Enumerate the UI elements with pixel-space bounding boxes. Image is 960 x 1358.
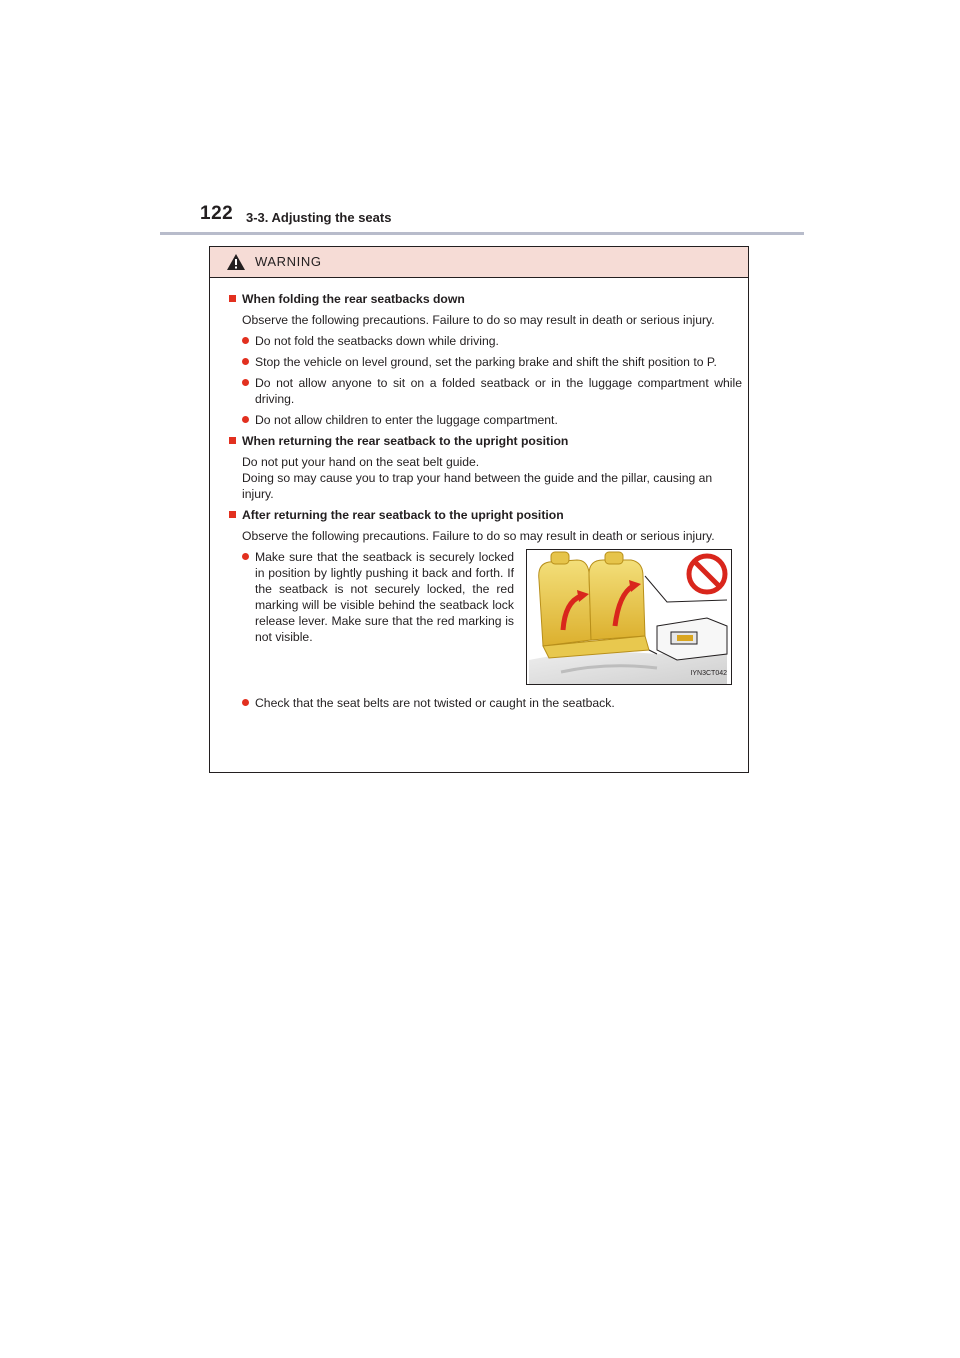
section-heading <box>229 291 742 307</box>
section-line: Doing so may cause you to trap your hand between the guide and the pillar, causing an injury. <box>242 471 713 501</box>
figure-bullet <box>242 549 514 645</box>
section-body <box>229 312 742 428</box>
section-heading-text: When folding the rear seatbacks down <box>242 292 465 306</box>
page-number: 122 <box>200 203 234 224</box>
section-heading <box>229 433 742 449</box>
bullet-item <box>242 333 742 349</box>
round-bullet-icon <box>242 553 249 560</box>
section-intro: Observe the following precautions. Failure to do so may result in death or serious injury. <box>242 313 715 327</box>
figure-row <box>242 549 742 685</box>
section-after-returning <box>229 507 742 711</box>
section-line: Do not put your hand on the seat belt guide. <box>242 455 480 469</box>
round-bullet-icon <box>242 416 249 423</box>
section-body <box>229 454 742 502</box>
bullet-item <box>242 375 742 407</box>
warning-triangle-icon <box>226 253 246 271</box>
section-body <box>229 528 742 711</box>
round-bullet-icon <box>242 337 249 344</box>
square-bullet-icon <box>229 511 236 518</box>
bullet-item <box>242 354 742 370</box>
section-returning <box>229 433 742 502</box>
section-heading <box>229 507 742 523</box>
section-heading-text: When returning the rear seatback to the upright position <box>242 434 569 448</box>
round-bullet-icon <box>242 379 249 386</box>
section-title: 3-3. Adjusting the seats <box>246 210 392 225</box>
warning-box <box>209 246 749 773</box>
section-heading-text: After returning the rear seatback to the upright position <box>242 508 564 522</box>
bullet-text: Do not fold the seatbacks down while driving. <box>255 334 499 348</box>
section-intro: Observe the following precautions. Failure to do so may result in death or serious injury. <box>242 529 715 543</box>
seatback-lock-illustration <box>527 550 731 684</box>
header-rule <box>160 232 804 235</box>
warning-title: WARNING <box>255 254 322 269</box>
figure-id: IYN3CT042 <box>690 670 727 677</box>
square-bullet-icon <box>229 437 236 444</box>
warning-header <box>210 247 748 278</box>
bullet-text: Stop the vehicle on level ground, set the parking brake and shift the shift position to P. <box>255 355 717 369</box>
section-folding <box>229 291 742 428</box>
square-bullet-icon <box>229 295 236 302</box>
warning-content <box>210 277 748 716</box>
bullet-text: Make sure that the seatback is securely locked in position by lightly pushing it back and forth. If the seatback is not securely locked, the red marking will be visible behind the seatback lock release lever. Make sure that the red marking is not visible. <box>255 550 514 644</box>
bullet-text: Do not allow anyone to sit on a folded seatback or in the luggage compartment while driving. <box>255 376 742 406</box>
bullet-text: Check that the seat belts are not twisted or caught in the seatback. <box>255 696 615 710</box>
bullet-text: Do not allow children to enter the luggage compartment. <box>255 413 558 427</box>
seatback-illustration <box>526 549 732 685</box>
round-bullet-icon <box>242 699 249 706</box>
round-bullet-icon <box>242 358 249 365</box>
bullet-item <box>242 412 742 428</box>
bullet-item <box>242 695 742 711</box>
